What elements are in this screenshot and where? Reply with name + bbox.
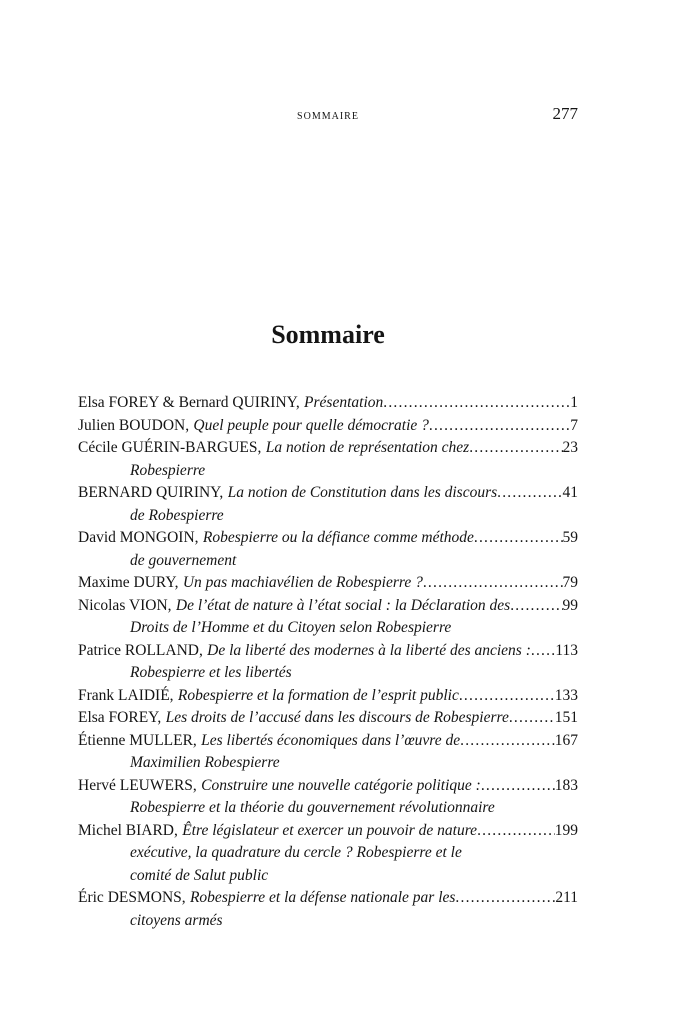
entry-page-number: 59 [562,529,578,546]
dot-leader [481,775,555,798]
entry-author: Hervé LEUWERS, [78,776,197,794]
entry-main-line [78,482,578,505]
entry-title: Quel peuple pour quelle démocratie ? [193,416,429,434]
entry-author: Michel BIARD, [78,821,178,839]
toc-entry [78,707,578,730]
entry-main-line [78,685,578,708]
toc-entry [78,685,578,708]
dot-leader [455,887,555,910]
entry-author: Cécile GUÉRIN-BARGUES, [78,439,262,456]
entry-continuation-line: de Robespierre [130,506,224,524]
dot-leader [497,482,562,505]
toc-entry [78,820,578,888]
entry-author: Julien BOUDON, [78,416,190,434]
toc-entry [78,392,578,415]
entry-author: Elsa FOREY, [78,709,162,726]
dot-leader [469,437,562,460]
entry-main-line [78,392,578,415]
entry-title: Les droits de l’accusé dans les discours de Robespierre [165,709,509,726]
entry-title: Robespierre ou la défiance comme méthode [202,529,474,546]
entry-main-line [78,730,578,753]
entry-page-number: 7 [570,416,578,434]
toc-entry [78,595,578,640]
entry-continuations [78,617,578,640]
dot-leader [477,820,555,843]
entry-continuations [78,797,578,820]
dot-leader [531,640,555,663]
entry-title: Construire une nouvelle catégorie politique : [201,776,481,794]
entry-continuation-line: Maximilien Robespierre [130,754,280,771]
entry-continuation-line: Robespierre [130,461,206,479]
entry-title: Les libertés économiques dans l’œuvre de [201,731,461,749]
entry-main-line [78,572,578,595]
entry-title: La notion de représentation chez [265,439,470,456]
dot-leader [510,595,562,618]
page-number: 277 [552,104,578,123]
toc-entry [78,437,578,482]
page-title: Sommaire [271,320,385,349]
entry-continuation-line: Robespierre et les libertés [130,664,292,681]
entry-main-line [78,775,578,798]
entry-title: De l’état de nature à l’état social : la Déclaration des [175,596,511,614]
dot-leader [429,415,570,438]
dot-leader [423,572,563,595]
entry-continuation-line: Robespierre et la théorie du gouvernement révolutionnaire [130,799,495,816]
toc-entry [78,775,578,820]
entry-continuation-line: comité de Salut public [130,866,269,884]
entry-main-line [78,437,578,460]
dot-leader [474,527,563,550]
dot-leader [459,685,555,708]
entry-page-number: 23 [562,439,578,456]
running-header [78,104,578,124]
entry-title: Un pas machiavélien de Robespierre ? [182,574,423,591]
entry-page-number: 1 [570,394,578,411]
entry-continuations [78,460,578,483]
entry-title: La notion de Constitution dans les discours [227,484,498,501]
entry-page-number: 167 [554,731,578,749]
entry-page-number: 113 [555,641,578,659]
toc-list [78,392,578,932]
entry-main-line [78,887,578,910]
entry-author: Maxime DURY, [78,574,179,591]
entry-continuations [78,842,578,887]
dot-leader [460,730,555,753]
entry-page-number: 211 [555,889,578,906]
entry-title: Être législateur et exercer un pouvoir de nature [182,821,478,839]
entry-page-number: 151 [554,709,578,726]
entry-continuations [78,910,578,933]
entry-page-number: 183 [554,776,578,794]
entry-continuation-line: Droits de l’Homme et du Citoyen selon Robespierre [130,619,452,636]
entry-page-number: 99 [562,596,578,614]
dot-leader [509,707,555,730]
entry-page-number: 41 [562,484,578,501]
entry-main-line [78,640,578,663]
entry-main-line [78,415,578,438]
toc-entry [78,482,578,527]
entry-continuations [78,662,578,685]
entry-author: Étienne MULLER, [78,731,197,749]
entry-author: Patrice ROLLAND, [78,641,203,659]
toc-entry [78,887,578,932]
toc-entry [78,572,578,595]
entry-main-line [78,595,578,618]
toc-entry [78,415,578,438]
entry-page-number: 79 [562,574,578,591]
entry-author: Éric DESMONS, [78,889,186,906]
entry-continuation-line: de gouvernement [130,551,237,569]
dot-leader [383,392,570,415]
entry-continuations [78,550,578,573]
entry-main-line [78,820,578,843]
entry-page-number: 199 [554,821,578,839]
entry-author: David MONGOIN, [78,529,199,546]
toc-entry [78,640,578,685]
entry-page-number: 133 [554,686,578,704]
entry-continuations [78,505,578,528]
entry-author: Elsa FOREY & Bernard QUIRINY, [78,394,300,411]
entry-continuation-line: exécutive, la quadrature du cercle ? Robespierre et le [130,844,462,861]
entry-title: Robespierre et la défense nationale par les [189,889,456,906]
entry-continuation-line: citoyens armés [130,911,223,929]
entry-continuations [78,752,578,775]
entry-author: Nicolas VION, [78,596,172,614]
toc-entry [78,730,578,775]
entry-title: De la liberté des modernes à la liberté des anciens : [207,641,531,659]
entry-main-line [78,527,578,550]
entry-author: Frank LAIDIÉ, [78,686,174,704]
running-header-title: SOMMAIRE [297,111,359,122]
toc-entry [78,527,578,572]
entry-title: Présentation [304,394,384,411]
entry-title: Robespierre et la formation de l’esprit public [177,686,459,704]
entry-author: BERNARD QUIRINY, [78,484,224,501]
entry-main-line [78,707,578,730]
